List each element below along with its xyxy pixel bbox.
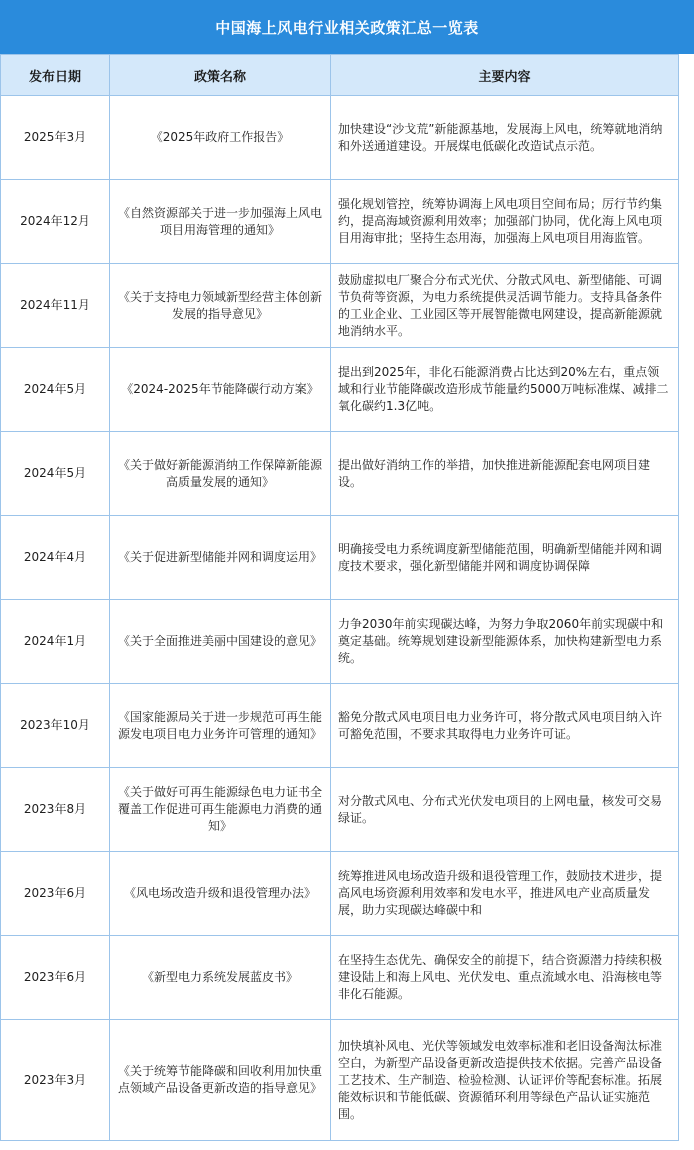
policy-content: 提出到2025年，非化石能源消费占比达到20%左右，重点领域和行业节能降碳改造形成节能量约5000万吨标准煤、减排二氧化碳约1.3亿吨。 bbox=[331, 348, 679, 432]
release-date: 2024年5月 bbox=[1, 432, 110, 516]
policy-name: 《国家能源局关于进一步规范可再生能源发电项目电力业务许可管理的通知》 bbox=[110, 684, 331, 768]
policy-content: 鼓励虚拟电厂聚合分布式光伏、分散式风电、新型储能、可调节负荷等资源，为电力系统提供灵活调节能力。支持具备条件的工业企业、工业园区等开展智能微电网建设，提高新能源就地消纳水平。 bbox=[331, 264, 679, 348]
table-row bbox=[1, 180, 679, 264]
table-row bbox=[1, 348, 679, 432]
policy-name: 《2025年政府工作报告》 bbox=[110, 96, 331, 180]
policy-table bbox=[0, 54, 679, 1141]
table-row bbox=[1, 600, 679, 684]
release-date: 2023年6月 bbox=[1, 852, 110, 936]
policy-content: 统筹推进风电场改造升级和退役管理工作，鼓励技术进步，提高风电场资源利用效率和发电水平，推进风电产业高质量发展，助力实现碳达峰碳中和 bbox=[331, 852, 679, 936]
release-date: 2023年10月 bbox=[1, 684, 110, 768]
policy-name: 《关于做好新能源消纳工作保障新能源高质量发展的通知》 bbox=[110, 432, 331, 516]
policy-content: 对分散式风电、分布式光伏发电项目的上网电量，核发可交易绿证。 bbox=[331, 768, 679, 852]
policy-content: 豁免分散式风电项目电力业务许可，将分散式风电项目纳入许可豁免范围，不要求其取得电力业务许可证。 bbox=[331, 684, 679, 768]
policy-content: 加快填补风电、光伏等领域发电效率标准和老旧设备淘汰标准空白，为新型产品设备更新改造提供技术依据。完善产品设备工艺技术、生产制造、检验检测、认证评价等配套标准。拓展能效标识和节能低碳、资源循环利用等绿色产品认证实施范围。 bbox=[331, 1020, 679, 1141]
release-date: 2024年12月 bbox=[1, 180, 110, 264]
policy-name: 《风电场改造升级和退役管理办法》 bbox=[110, 852, 331, 936]
policy-name: 《2024-2025年节能降碳行动方案》 bbox=[110, 348, 331, 432]
policy-content: 在坚持生态优先、确保安全的前提下，结合资源潜力持续积极建设陆上和海上风电、光伏发电、重点流域水电、沿海核电等非化石能源。 bbox=[331, 936, 679, 1020]
policy-name: 《关于做好可再生能源绿色电力证书全覆盖工作促进可再生能源电力消费的通知》 bbox=[110, 768, 331, 852]
table-row bbox=[1, 1020, 679, 1141]
policy-content: 提出做好消纳工作的举措，加快推进新能源配套电网项目建设。 bbox=[331, 432, 679, 516]
release-date: 2024年4月 bbox=[1, 516, 110, 600]
policy-name: 《自然资源部关于进一步加强海上风电项目用海管理的通知》 bbox=[110, 180, 331, 264]
header-content: 主要内容 bbox=[331, 55, 679, 96]
policy-name: 《新型电力系统发展蓝皮书》 bbox=[110, 936, 331, 1020]
release-date: 2024年5月 bbox=[1, 348, 110, 432]
table-row bbox=[1, 96, 679, 180]
policy-name: 《关于促进新型储能并网和调度运用》 bbox=[110, 516, 331, 600]
policy-name: 《关于支持电力领域新型经营主体创新发展的指导意见》 bbox=[110, 264, 331, 348]
table-row bbox=[1, 432, 679, 516]
table-title: 中国海上风电行业相关政策汇总一览表 bbox=[0, 0, 694, 54]
header-date: 发布日期 bbox=[1, 55, 110, 96]
release-date: 2023年6月 bbox=[1, 936, 110, 1020]
policy-content: 加快建设“沙戈荒”新能源基地，发展海上风电，统筹就地消纳和外送通道建设。开展煤电低碳化改造试点示范。 bbox=[331, 96, 679, 180]
header-name: 政策名称 bbox=[110, 55, 331, 96]
policy-content: 强化规划管控，统筹协调海上风电项目空间布局；厉行节约集约，提高海域资源利用效率；加强部门协同，优化海上风电项目用海审批；坚持生态用海，加强海上风电项目用海监管。 bbox=[331, 180, 679, 264]
policy-name: 《关于全面推进美丽中国建设的意见》 bbox=[110, 600, 331, 684]
release-date: 2023年3月 bbox=[1, 1020, 110, 1141]
policy-name: 《关于统筹节能降碳和回收利用加快重点领域产品设备更新改造的指导意见》 bbox=[110, 1020, 331, 1141]
release-date: 2024年1月 bbox=[1, 600, 110, 684]
policy-content: 力争2030年前实现碳达峰，为努力争取2060年前实现碳中和奠定基础。统筹规划建设新型能源体系，加快构建新型电力系统。 bbox=[331, 600, 679, 684]
table-row bbox=[1, 516, 679, 600]
release-date: 2024年11月 bbox=[1, 264, 110, 348]
release-date: 2025年3月 bbox=[1, 96, 110, 180]
table-row bbox=[1, 264, 679, 348]
table-row bbox=[1, 852, 679, 936]
table-header-row bbox=[1, 55, 679, 96]
table-row bbox=[1, 684, 679, 768]
table-row bbox=[1, 768, 679, 852]
table-row bbox=[1, 936, 679, 1020]
policy-content: 明确接受电力系统调度新型储能范围，明确新型储能并网和调度技术要求，强化新型储能并网和调度协调保障 bbox=[331, 516, 679, 600]
release-date: 2023年8月 bbox=[1, 768, 110, 852]
